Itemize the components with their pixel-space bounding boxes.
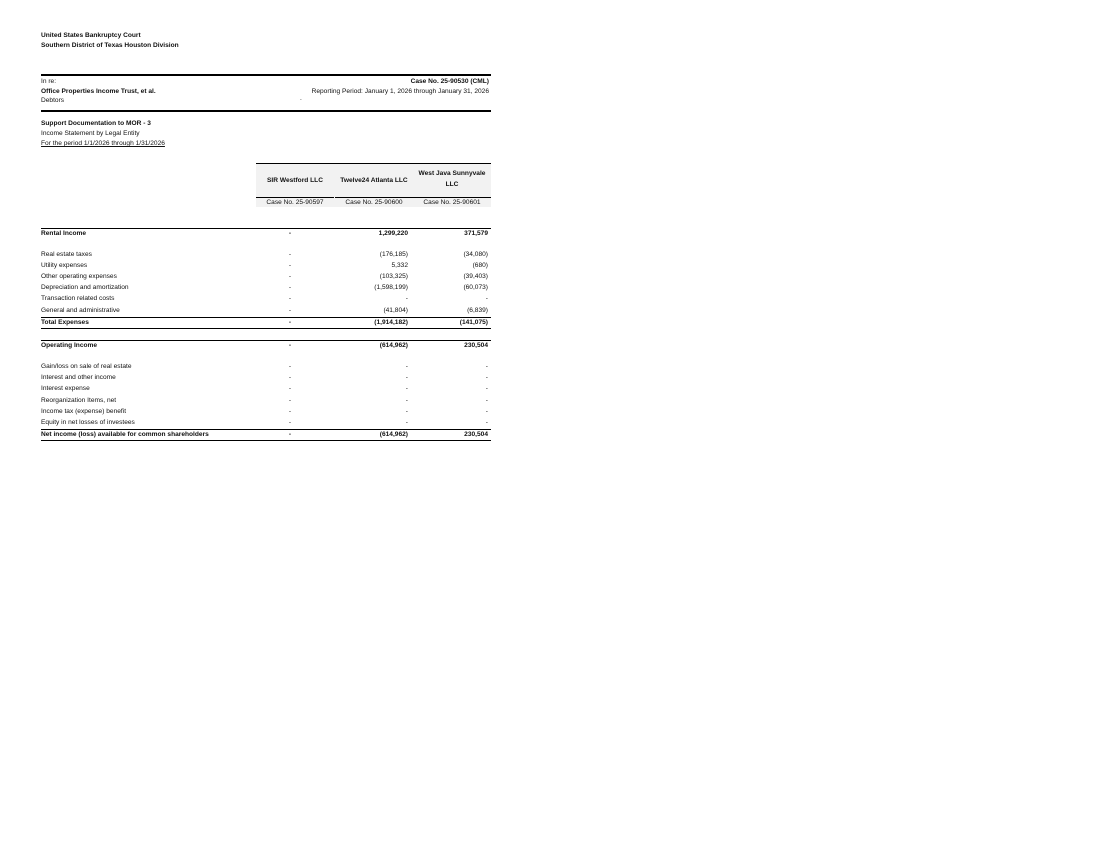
row-label: Interest expense <box>41 385 90 392</box>
column-case-number: Case No. 25-90597 <box>256 197 334 207</box>
row-label: Reorganization Items, net <box>41 397 117 404</box>
table-row <box>41 250 491 260</box>
support-section <box>41 120 165 150</box>
cell-value: - <box>288 431 292 438</box>
cell-value: - <box>288 385 292 392</box>
case-number: Case No. 25-90530 (CML) <box>410 78 489 85</box>
cell-value: - <box>288 363 292 370</box>
row-label: Equity in net losses of investees <box>41 419 135 426</box>
support-period: For the period 1/1/2026 through 1/31/2026 <box>41 140 165 147</box>
cell-value: 230,504 <box>464 342 488 349</box>
table-row <box>41 429 491 441</box>
table-row <box>41 228 491 239</box>
table-row <box>41 373 491 383</box>
cell-value: - <box>288 262 292 269</box>
cell-value: (614,962) <box>379 431 408 438</box>
cell-value: 371,579 <box>464 230 488 237</box>
cell-value: - <box>485 408 488 415</box>
cell-value: - <box>405 385 408 392</box>
cell-value: - <box>405 397 408 404</box>
cell-value: (39,403) <box>463 273 488 280</box>
row-label: Gain/loss on sale of real estate <box>41 363 132 370</box>
row-label: Transaction related costs <box>41 295 115 302</box>
cell-value: (176,185) <box>379 251 408 258</box>
cell-value: - <box>288 408 292 415</box>
debtors-label: Debtors <box>41 97 65 104</box>
cell-value: - <box>288 273 292 280</box>
row-label: Operating Income <box>41 342 98 349</box>
cell-value: - <box>288 374 292 381</box>
cell-value: - <box>485 374 488 381</box>
debtor-name: Office Properties Income Trust, et al. <box>41 87 156 95</box>
cell-value: (41,804) <box>383 307 408 314</box>
table-row <box>41 294 491 304</box>
column-name: SIR Westford LLC <box>267 177 323 184</box>
column-case-number: Case No. 25-90601 <box>413 197 491 207</box>
column-header <box>256 163 491 207</box>
row-label: Total Expenses <box>41 319 89 326</box>
cell-value: (141,075) <box>459 319 488 326</box>
table-row <box>41 317 491 329</box>
cell-value: - <box>288 284 292 291</box>
row-label: Real estate taxes <box>41 251 92 258</box>
court-header <box>41 32 179 52</box>
table-row <box>41 407 491 417</box>
cell-value: - <box>288 397 292 404</box>
table-row <box>41 283 491 293</box>
support-subtitle: Income Statement by Legal Entity <box>41 130 140 137</box>
table-row <box>41 261 491 271</box>
cell-value: (34,080) <box>463 251 488 258</box>
column-name: Twelve24 Atlanta LLC <box>340 177 408 184</box>
cell-value: - <box>288 251 292 258</box>
table-row <box>41 362 491 372</box>
cell-value: - <box>405 408 408 415</box>
cell-value: - <box>485 295 488 302</box>
row-label: General and administrative <box>41 307 120 314</box>
cell-value: 1,299,220 <box>378 230 408 237</box>
row-label: Utility expenses <box>41 262 88 269</box>
case-block <box>41 74 491 112</box>
reporting-period: Reporting Period: January 1, 2026 through January 31, 2026 <box>311 87 489 95</box>
table-row <box>41 272 491 282</box>
table-row <box>41 418 491 428</box>
cell-value: (1,598,199) <box>374 284 408 291</box>
cell-value: - <box>288 230 292 237</box>
dot-mark: . <box>300 95 302 102</box>
cell-value: - <box>288 295 292 302</box>
table-row <box>41 384 491 394</box>
cell-value: - <box>288 319 292 326</box>
row-label: Rental Income <box>41 230 87 237</box>
cell-value: (614,962) <box>379 342 408 349</box>
table-row <box>41 306 491 316</box>
cell-value: - <box>405 419 408 426</box>
cell-value: - <box>405 295 408 302</box>
row-label: Interest and other income <box>41 374 116 381</box>
column-name: West Java Sunnyvale LLC <box>418 170 486 188</box>
cell-value: - <box>405 374 408 381</box>
cell-value: (680) <box>472 262 488 269</box>
cell-value: - <box>485 385 488 392</box>
cell-value: - <box>485 397 488 404</box>
cell-value: - <box>288 342 292 349</box>
cell-value: 5,332 <box>391 262 408 269</box>
row-label: Income tax (expense) benefit <box>41 408 127 415</box>
cell-value: - <box>288 307 292 314</box>
column-case-number: Case No. 25-90600 <box>335 197 413 207</box>
support-title: Support Documentation to MOR - 3 <box>41 120 151 127</box>
cell-value: (6,839) <box>467 307 488 314</box>
row-label: Net income (loss) available for common shareholders <box>41 431 209 438</box>
cell-value: (60,073) <box>463 284 488 291</box>
cell-value: 230,504 <box>464 431 488 438</box>
cell-value: - <box>485 419 488 426</box>
row-label: Other operating expenses <box>41 273 117 280</box>
cell-value: - <box>485 363 488 370</box>
table-row <box>41 396 491 406</box>
in-re-label: In re: <box>41 78 57 85</box>
cell-value: - <box>288 419 292 426</box>
cell-value: (1,914,182) <box>374 319 408 326</box>
court-name: United States Bankruptcy Court <box>41 32 141 39</box>
cell-value: - <box>405 363 408 370</box>
court-district: Southern District of Texas Houston Division <box>41 42 179 49</box>
table-row <box>41 340 491 351</box>
row-label: Depreciation and amortization <box>41 284 129 291</box>
cell-value: (103,325) <box>379 273 408 280</box>
